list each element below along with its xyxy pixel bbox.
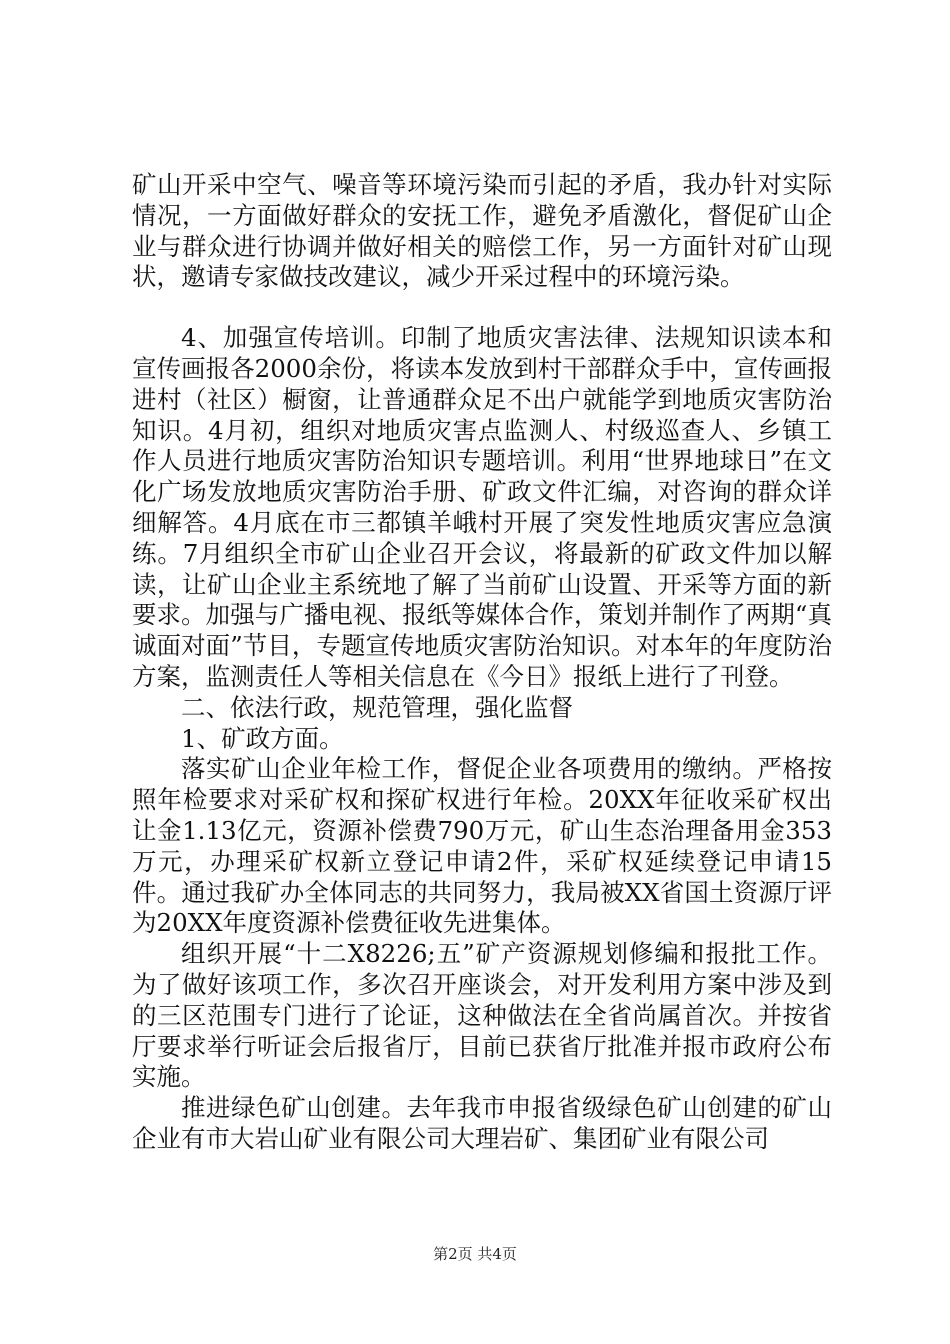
paragraph-pollution-conflict: 矿山开采中空气、噪音等环境污染而引起的矛盾，我办针对实际情况，一方面做好群众的安抚工作，避免矛盾激化，督促矿山企业与群众进行协调并做好相关的赔偿工作，另一方面针对矿山现状，邀请专家做技改建议，减少开采过程中的环境污染。 — [132, 170, 832, 292]
paragraph-annual-inspection: 落实矿山企业年检工作，督促企业各项费用的缴纳。严格按照年检要求对采矿权和探矿权进行年检。20XX年征收采矿权出让金1.13亿元，资源补偿费790万元，矿山生态治理备用金353万元，办理采矿权新立登记申请2件，采矿权延续登记申请15件。通过我矿办全体同志的共同努力，我局被XX省国土资源厅评为20XX年度资源补偿费征收先进集体。 — [132, 754, 832, 938]
subsection-heading-mining-admin: 1、矿政方面。 — [181, 723, 344, 753]
document-body — [132, 170, 832, 1155]
paragraph-green-mining: 推进绿色矿山创建。去年我市申报省级绿色矿山创建的矿山企业有市大岩山矿业有限公司大理岩矿、集团矿业有限公司 — [132, 1093, 832, 1153]
paragraph-resource-planning: 组织开展“十二X8226;五”矿产资源规划修编和报批工作。为了做好该项工作，多次召开座谈会，对开发利用方案中涉及到的三区范围专门进行了论证，这种做法在全省尚属首次。并按省厅要求举行听证会后报省厅，目前已获省厅批准并报市政府公布实施。 — [132, 939, 832, 1092]
paragraph-gap — [132, 293, 832, 323]
paragraph-publicity-training: 4、加强宣传培训。印制了地质灾害法律、法规知识读本和宣传画报各2000余份，将读本发放到村干部群众手中，宣传画报进村（社区）橱窗，让普通群众足不出户就能学到地质灾害防治知识。4月初，组织对地质灾害点监测人、村级巡查人、乡镇工作人员进行地质灾害防治知识专题培训。利用“世界地球日”在文化广场发放地质灾害防治手册、矿政文件汇编，对咨询的群众详细解答。4月底在市三都镇羊峨村开展了突发性地质灾害应急演练。7月组织全市矿山企业召开会议，将最新的矿政文件加以解读，让矿山企业主系统地了解了当前矿山设置、开采等方面的新要求。加强与广播电视、报纸等媒体合作，策划并制作了两期“真诚面对面”节目，专题宣传地质灾害防治知识。对本年的年度防治方案，监测责任人等相关信息在《今日》报纸上进行了刊登。 — [132, 323, 832, 691]
page-footer: 第2页 共4页 — [433, 1245, 517, 1263]
section-heading-law-administration: 二、依法行政，规范管理，强化监督 — [181, 692, 573, 722]
